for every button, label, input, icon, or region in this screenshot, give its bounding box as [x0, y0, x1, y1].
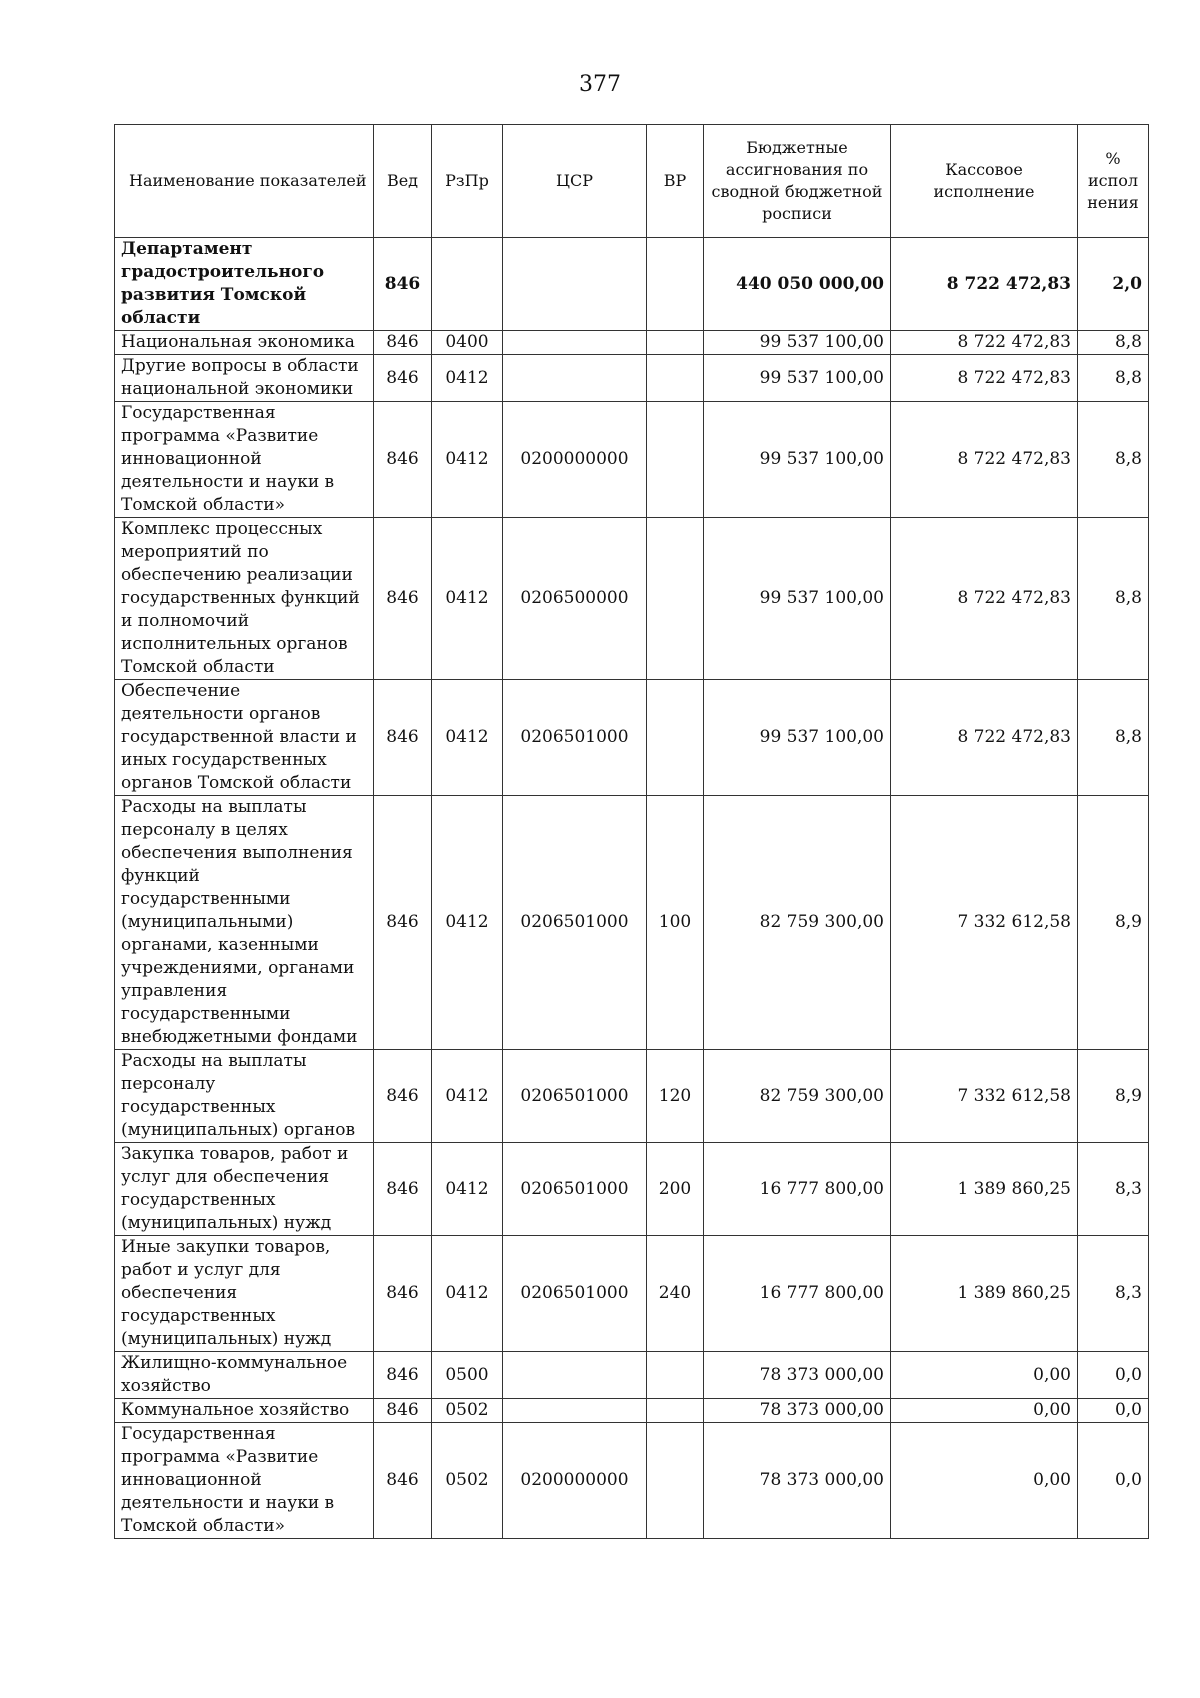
cell-name: Государственная программа «Развитие инновационной деятельности и науки в Томской области»: [115, 1423, 374, 1539]
cell-name: Расходы на выплаты персоналу в целях обеспечения выполнения функций государственными (муниципальными) органами, казенными учреждениями, органами управления государственными внебюджетными фондами: [115, 796, 374, 1050]
cell-csr: 0200000000: [503, 402, 647, 518]
budget-table: [114, 124, 1149, 1539]
table-row: [115, 1399, 1149, 1423]
cell-csr: [503, 331, 647, 355]
cell-name: Жилищно-коммунальное хозяйство: [115, 1352, 374, 1399]
cell-vr: 240: [647, 1236, 704, 1352]
cell-csr: 0206501000: [503, 1143, 647, 1236]
cell-csr: 0206501000: [503, 1236, 647, 1352]
cell-percent: 8,9: [1078, 1050, 1149, 1143]
table-row: [115, 355, 1149, 402]
cell-csr: 0206501000: [503, 1050, 647, 1143]
cell-percent: 8,8: [1078, 680, 1149, 796]
cell-ved: 846: [374, 796, 432, 1050]
cell-cash-execution: 7 332 612,58: [891, 1050, 1078, 1143]
cell-rzpr: 0412: [432, 518, 503, 680]
cell-vr: [647, 680, 704, 796]
cell-cash-execution: 1 389 860,25: [891, 1236, 1078, 1352]
cell-cash-execution: 8 722 472,83: [891, 402, 1078, 518]
cell-cash-execution: 8 722 472,83: [891, 355, 1078, 402]
cell-rzpr: 0502: [432, 1423, 503, 1539]
table-row: [115, 1143, 1149, 1236]
table-row: [115, 1236, 1149, 1352]
cell-ved: 846: [374, 1352, 432, 1399]
table-row: [115, 1423, 1149, 1539]
cell-vr: 120: [647, 1050, 704, 1143]
header-cash-execution: Кассовое исполнение: [891, 125, 1078, 238]
cell-percent: 8,8: [1078, 402, 1149, 518]
header-rzpr: РзПр: [432, 125, 503, 238]
cell-percent: 0,0: [1078, 1399, 1149, 1423]
cell-cash-execution: 8 722 472,83: [891, 238, 1078, 331]
cell-csr: 0206501000: [503, 796, 647, 1050]
cell-rzpr: 0412: [432, 1143, 503, 1236]
cell-csr: [503, 355, 647, 402]
table-row: [115, 680, 1149, 796]
cell-vr: [647, 518, 704, 680]
cell-rzpr: 0412: [432, 1050, 503, 1143]
cell-percent: 2,0: [1078, 238, 1149, 331]
cell-vr: [647, 1399, 704, 1423]
cell-assignments: 99 537 100,00: [704, 518, 891, 680]
cell-ved: 846: [374, 355, 432, 402]
cell-rzpr: 0400: [432, 331, 503, 355]
table-row: [115, 331, 1149, 355]
cell-name: Государственная программа «Развитие инновационной деятельности и науки в Томской области»: [115, 402, 374, 518]
cell-percent: 8,8: [1078, 518, 1149, 680]
table-row: [115, 402, 1149, 518]
cell-percent: 0,0: [1078, 1423, 1149, 1539]
cell-assignments: 82 759 300,00: [704, 1050, 891, 1143]
cell-cash-execution: 0,00: [891, 1352, 1078, 1399]
cell-vr: [647, 402, 704, 518]
cell-name: Комплекс процессных мероприятий по обеспечению реализации государственных функций и полномочий исполнительных органов Томской области: [115, 518, 374, 680]
cell-ved: 846: [374, 1143, 432, 1236]
table-row: [115, 796, 1149, 1050]
cell-cash-execution: 8 722 472,83: [891, 518, 1078, 680]
cell-rzpr: 0502: [432, 1399, 503, 1423]
cell-percent: 8,8: [1078, 331, 1149, 355]
cell-percent: 8,3: [1078, 1143, 1149, 1236]
cell-percent: 0,0: [1078, 1352, 1149, 1399]
cell-assignments: 82 759 300,00: [704, 796, 891, 1050]
cell-csr: [503, 1399, 647, 1423]
cell-csr: 0206501000: [503, 680, 647, 796]
cell-rzpr: [432, 238, 503, 331]
cell-ved: 846: [374, 1423, 432, 1539]
cell-ved: 846: [374, 1399, 432, 1423]
cell-ved: 846: [374, 331, 432, 355]
cell-name: Расходы на выплаты персоналу государственных (муниципальных) органов: [115, 1050, 374, 1143]
cell-vr: [647, 238, 704, 331]
cell-ved: 846: [374, 402, 432, 518]
cell-assignments: 78 373 000,00: [704, 1352, 891, 1399]
cell-assignments: 16 777 800,00: [704, 1143, 891, 1236]
cell-rzpr: 0412: [432, 680, 503, 796]
cell-ved: 846: [374, 680, 432, 796]
cell-name: Обеспечение деятельности органов государственной власти и иных государственных органов Томской области: [115, 680, 374, 796]
cell-assignments: 78 373 000,00: [704, 1423, 891, 1539]
cell-ved: 846: [374, 238, 432, 331]
header-csr: ЦСР: [503, 125, 647, 238]
cell-cash-execution: 8 722 472,83: [891, 331, 1078, 355]
table-header-row: [115, 125, 1149, 238]
cell-cash-execution: 0,00: [891, 1423, 1078, 1539]
cell-ved: 846: [374, 1050, 432, 1143]
cell-ved: 846: [374, 518, 432, 680]
cell-name: Иные закупки товаров, работ и услуг для обеспечения государственных (муниципальных) нужд: [115, 1236, 374, 1352]
header-assignments: Бюджетные ассигнования по сводной бюджетной росписи: [704, 125, 891, 238]
cell-assignments: 99 537 100,00: [704, 680, 891, 796]
cell-name: Другие вопросы в области национальной экономики: [115, 355, 374, 402]
cell-assignments: 99 537 100,00: [704, 402, 891, 518]
cell-rzpr: 0412: [432, 1236, 503, 1352]
cell-csr: 0200000000: [503, 1423, 647, 1539]
cell-assignments: 440 050 000,00: [704, 238, 891, 331]
page-number: 377: [579, 72, 621, 97]
header-name: Наименование показателей: [115, 125, 374, 238]
cell-vr: [647, 1423, 704, 1539]
cell-vr: [647, 331, 704, 355]
cell-assignments: 99 537 100,00: [704, 331, 891, 355]
cell-vr: 200: [647, 1143, 704, 1236]
table-row: [115, 518, 1149, 680]
cell-csr: [503, 1352, 647, 1399]
cell-cash-execution: 7 332 612,58: [891, 796, 1078, 1050]
cell-name: Департамент градостроительного развития Томской области: [115, 238, 374, 331]
cell-assignments: 99 537 100,00: [704, 355, 891, 402]
cell-name: Закупка товаров, работ и услуг для обеспечения государственных (муниципальных) нужд: [115, 1143, 374, 1236]
cell-name: Коммунальное хозяйство: [115, 1399, 374, 1423]
table-row: [115, 1352, 1149, 1399]
cell-ved: 846: [374, 1236, 432, 1352]
cell-cash-execution: 8 722 472,83: [891, 680, 1078, 796]
cell-name: Национальная экономика: [115, 331, 374, 355]
cell-rzpr: 0500: [432, 1352, 503, 1399]
header-ved: Вед: [374, 125, 432, 238]
cell-rzpr: 0412: [432, 796, 503, 1050]
cell-assignments: 78 373 000,00: [704, 1399, 891, 1423]
cell-csr: [503, 238, 647, 331]
header-percent: % испол нения: [1078, 125, 1149, 238]
cell-percent: 8,9: [1078, 796, 1149, 1050]
cell-percent: 8,3: [1078, 1236, 1149, 1352]
cell-vr: [647, 1352, 704, 1399]
cell-vr: [647, 355, 704, 402]
table-row: [115, 238, 1149, 331]
cell-percent: 8,8: [1078, 355, 1149, 402]
cell-rzpr: 0412: [432, 402, 503, 518]
cell-cash-execution: 0,00: [891, 1399, 1078, 1423]
cell-csr: 0206500000: [503, 518, 647, 680]
cell-vr: 100: [647, 796, 704, 1050]
table-row: [115, 1050, 1149, 1143]
header-vr: ВР: [647, 125, 704, 238]
cell-rzpr: 0412: [432, 355, 503, 402]
cell-assignments: 16 777 800,00: [704, 1236, 891, 1352]
cell-cash-execution: 1 389 860,25: [891, 1143, 1078, 1236]
